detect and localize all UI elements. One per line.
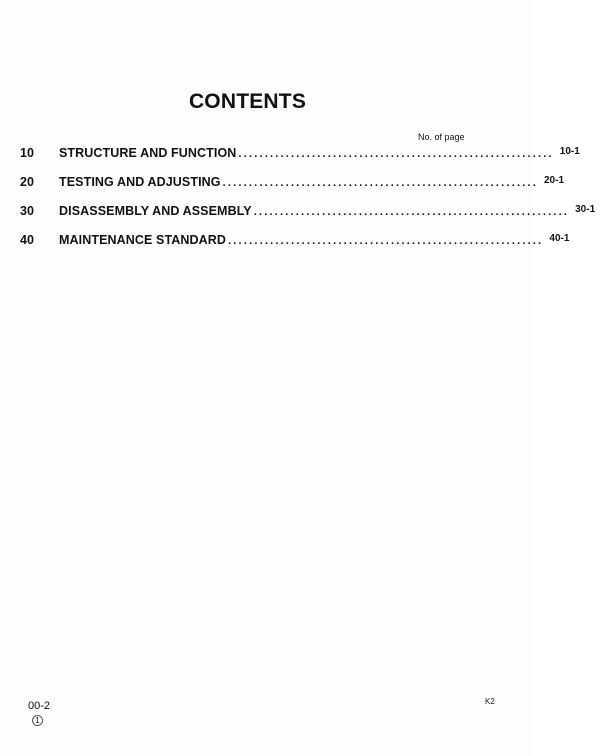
toc-entry-structure-and-function[interactable] — [20, 146, 580, 175]
toc-entry-label: MAINTENANCE STANDARD — [59, 233, 227, 247]
toc-entry-number: 20 — [20, 175, 34, 189]
toc-entry-number: 10 — [20, 146, 34, 160]
page-column-header: No. of page — [418, 132, 465, 142]
toc-entry-page: 10-1 — [559, 146, 580, 157]
page-title: CONTENTS — [188, 90, 307, 113]
toc-entry-maintenance-standard[interactable] — [20, 233, 570, 262]
dot-leader: ............................................................ — [238, 148, 554, 160]
toc-entry-page: 40-1 — [549, 233, 570, 244]
dot-leader: ............................................................ — [222, 177, 538, 189]
dot-leader: ............................................................ — [228, 235, 544, 247]
footer-code: K2 — [485, 697, 495, 706]
toc-entry-body — [59, 175, 544, 189]
toc-entry-body — [59, 146, 560, 160]
toc-entry-number: 40 — [20, 233, 34, 247]
revision-mark: 1 — [32, 715, 43, 726]
toc-entry-number: 30 — [20, 204, 34, 218]
footer-page-number: 00-2 — [28, 700, 51, 712]
toc-entry-label: DISASSEMBLY AND ASSEMBLY — [59, 204, 252, 218]
toc-entry-page: 30-1 — [575, 204, 596, 215]
toc-entry-testing-and-adjusting[interactable] — [20, 175, 564, 204]
toc-entry-disassembly-and-assembly[interactable] — [20, 204, 596, 233]
table-of-contents — [20, 146, 596, 262]
toc-entry-label: TESTING AND ADJUSTING — [59, 175, 221, 189]
toc-entry-label: STRUCTURE AND FUNCTION — [59, 146, 237, 160]
toc-entry-body — [59, 233, 549, 247]
toc-entry-body — [59, 204, 575, 218]
dot-leader: ............................................................ — [253, 206, 570, 218]
toc-entry-page: 20-1 — [543, 175, 564, 186]
